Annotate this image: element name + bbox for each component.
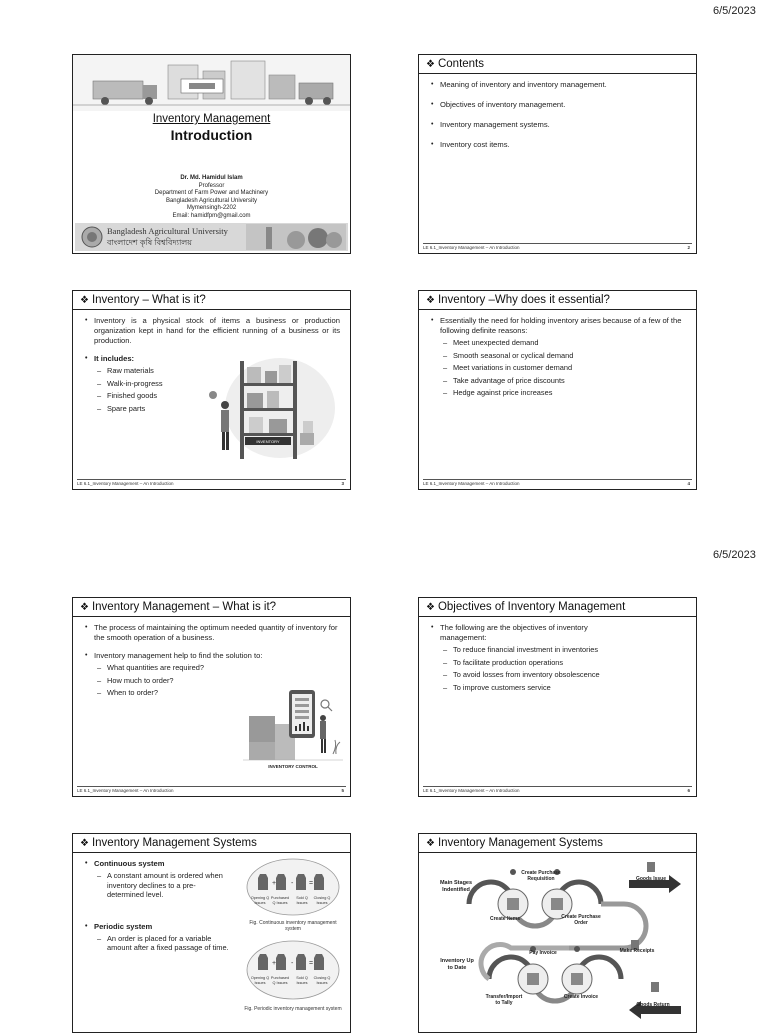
svg-text:=: = — [309, 960, 314, 967]
slide-footer — [77, 786, 346, 794]
reason-item: – Take advantage of price discounts — [431, 376, 686, 386]
page-number: 2 — [687, 245, 690, 250]
slide-2-title: Contents — [437, 58, 484, 70]
includes-item: – Raw materials — [85, 366, 340, 376]
continuous-label: • Continuous system — [85, 859, 230, 869]
slide-footer — [423, 243, 692, 251]
continuous-caption: Fig. Continuous inventory management system — [249, 920, 337, 932]
label-create-purchase-order: Create Purchase Order — [561, 914, 601, 926]
diamond-bullet-icon: ❖ — [426, 602, 435, 613]
slide-4-title-bar — [419, 291, 696, 310]
question-item: – What quantities are required? — [85, 663, 340, 673]
diamond-bullet-icon: ❖ — [80, 602, 89, 613]
footer-text: LE 6.1_Inventory Management – An Introduction — [423, 788, 520, 793]
slide-4-title: Inventory –Why does it essential? — [437, 294, 610, 306]
reason-item: – Hedge against price increases — [431, 388, 686, 398]
objective-item: – To avoid losses from inventory obsolescence — [431, 670, 686, 680]
slide-5-inventory-management — [72, 597, 351, 797]
fig-term: Opening Q Issues — [250, 896, 270, 905]
fig-term: Sold Q Issues — [296, 976, 308, 985]
footer-text: LE 6.1_Inventory Management – An Introduction — [423, 245, 520, 250]
slide-7-title: Inventory Management Systems — [91, 837, 257, 849]
slide-1-title — [72, 54, 351, 254]
periodic-label: • Periodic system — [85, 922, 230, 932]
management-definition: • The process of maintaining the optimum needed quantity of inventory for the smooth operation of a business. — [85, 623, 340, 643]
author-university: Bangladesh Agricultural University — [165, 197, 258, 204]
svg-text:-: - — [291, 960, 294, 967]
contents-list — [431, 80, 686, 155]
slide-1-subtitle: Inventory Management — [152, 113, 271, 125]
objectives-intro: • The following are the objectives of inventory management: — [431, 623, 630, 643]
author-email: Email: hamidfpm@gmail.com — [172, 212, 251, 219]
page-number: 4 — [687, 481, 690, 486]
periodic-figure — [243, 940, 343, 1020]
footer-text: LE 6.1_Inventory Management – An Introduction — [423, 481, 520, 486]
label-make-receipts: Make Receipts — [619, 948, 655, 954]
slide-1-heading: Introduction — [170, 127, 253, 143]
label-transfer-import: Transfer/Import to Tally — [485, 994, 523, 1006]
slide-8-title: Inventory Management Systems — [437, 837, 603, 849]
campus-photo-image — [246, 224, 346, 250]
page2-date: 6/5/2023 — [713, 549, 756, 561]
slide-8-title-bar — [419, 834, 696, 853]
university-banner — [75, 223, 348, 251]
inventory-shelf-image — [205, 353, 335, 463]
objective-item: – To improve customers service — [431, 683, 686, 693]
label-inventory-up-to-date: Inventory Up to Date — [440, 958, 474, 971]
periodic-flow-diagram — [246, 940, 340, 1000]
slide-footer — [423, 479, 692, 487]
diamond-bullet-icon: ❖ — [80, 295, 89, 306]
contents-item: • Meaning of inventory and inventory management. — [431, 80, 686, 90]
periodic-text: – An order is placed for a variable amount after a fixed passage of time. — [85, 934, 230, 953]
author-position: Professor — [198, 182, 225, 189]
slide-footer — [423, 786, 692, 794]
slide-7-body — [85, 859, 230, 956]
continuous-text: – A constant amount is ordered when inventory declines to a pre-determined level. — [85, 871, 230, 900]
university-logo-icon — [81, 226, 103, 248]
label-main-stages: Main Stages Indentified — [439, 880, 473, 893]
author-block — [73, 175, 350, 221]
slide-8-systems-flow — [418, 833, 697, 1033]
continuous-figure — [243, 858, 343, 934]
banner-bangla: বাংলাদেশ কৃষি বিশ্ববিদ্যালয় — [107, 238, 192, 247]
author-name: Dr. Md. Hamidul Islam — [180, 175, 243, 181]
periodic-caption: Fig. Periodic inventory management system — [244, 1006, 342, 1012]
svg-text:-: - — [291, 880, 294, 887]
slide-footer — [77, 479, 346, 487]
slide-2-contents — [418, 54, 697, 254]
fig-term: Purchased Q Issues — [270, 976, 290, 985]
contents-item: • Inventory management systems. — [431, 120, 686, 130]
footer-text: LE 6.1_Inventory Management – An Introduction — [77, 788, 174, 793]
includes-label: • It includes: — [85, 354, 340, 364]
diamond-bullet-icon: ❖ — [426, 59, 435, 70]
diamond-bullet-icon: ❖ — [80, 838, 89, 849]
slide-5-title: Inventory Management – What is it? — [91, 601, 277, 613]
slide-7-title-bar — [73, 834, 350, 853]
continuous-flow-diagram — [246, 858, 340, 916]
fig-term: Purchased Q Issues — [270, 896, 290, 905]
page-number: 5 — [341, 788, 344, 793]
fig-term: Closing Q Issues — [313, 976, 331, 985]
question-item: – When to order? — [85, 688, 340, 698]
includes-item: – Finished goods — [85, 391, 340, 401]
svg-text:+: + — [272, 960, 277, 967]
footer-text: LE 6.1_Inventory Management – An Introduction — [77, 481, 174, 486]
slide-7-systems — [72, 833, 351, 1033]
label-pay-invoice: Pay Invoice — [529, 950, 557, 956]
reason-item: – Meet variations in customer demand — [431, 363, 686, 373]
label-create-invoice: Create Invoice — [563, 994, 599, 1000]
warehouse-banner-image — [73, 55, 350, 111]
label-create-purchase-req: Create Purchase Requisition — [521, 870, 561, 882]
slide-6-title-bar — [419, 598, 696, 617]
inventory-control-label: INVENTORY CONTROL — [268, 764, 318, 769]
slide-2-title-bar — [419, 55, 696, 74]
diamond-bullet-icon: ❖ — [426, 838, 435, 849]
reason-item: – Meet unexpected demand — [431, 338, 686, 348]
slide-3-title: Inventory – What is it? — [91, 294, 206, 306]
svg-text:=: = — [309, 880, 314, 887]
page-number: 6 — [687, 788, 690, 793]
fig-term: Opening Q Issues — [250, 976, 270, 985]
label-goods-issue: Goods Issue — [635, 876, 666, 882]
fig-term: Sold Q Issues — [296, 896, 308, 905]
slide-3-inventory — [72, 290, 351, 490]
label-create-items: Create Items — [489, 916, 520, 922]
label-goods-return: Goods Return — [636, 1002, 670, 1008]
inventory-definition: • Inventory is a physical stock of items a business or production organization kept in hand for the efficient running of a business or its production. — [85, 316, 340, 346]
fig-term: Closing Q Issues — [313, 896, 331, 905]
question-item: – How much to order? — [85, 676, 340, 686]
banner-english: Bangladesh Agricultural University — [107, 226, 228, 236]
objective-item: – To reduce financial investment in inventories — [431, 645, 686, 655]
reason-item: – Smooth seasonal or cyclical demand — [431, 351, 686, 361]
author-department: Department of Farm Power and Machinery — [154, 190, 269, 197]
includes-item: – Walk-in-progress — [85, 379, 340, 389]
why-intro: • Essentially the need for holding inventory arises because of a few of the following definite reasons: — [431, 316, 686, 336]
slide-5-title-bar — [73, 598, 350, 617]
slide-4-why-essential — [418, 290, 697, 490]
page-number: 3 — [341, 481, 344, 486]
slide-6-objectives — [418, 597, 697, 797]
author-city: Mymensingh-2202 — [186, 205, 237, 212]
contents-item: • Objectives of inventory management. — [431, 100, 686, 110]
slide-6-body — [431, 623, 686, 695]
contents-item: • Inventory cost items. — [431, 140, 686, 150]
inventory-control-image — [243, 684, 343, 770]
diamond-bullet-icon: ❖ — [426, 295, 435, 306]
inventory-label: INVENTORY — [256, 439, 280, 444]
page1-date: 6/5/2023 — [713, 5, 756, 17]
includes-item: – Spare parts — [85, 404, 340, 414]
slide-4-body — [431, 316, 686, 401]
slide-6-title: Objectives of Inventory Management — [437, 601, 626, 613]
management-help: • Inventory management help to find the solution to: — [85, 651, 340, 661]
objective-item: – To facilitate production operations — [431, 658, 686, 668]
svg-text:+: + — [272, 880, 277, 887]
slide-3-title-bar — [73, 291, 350, 310]
